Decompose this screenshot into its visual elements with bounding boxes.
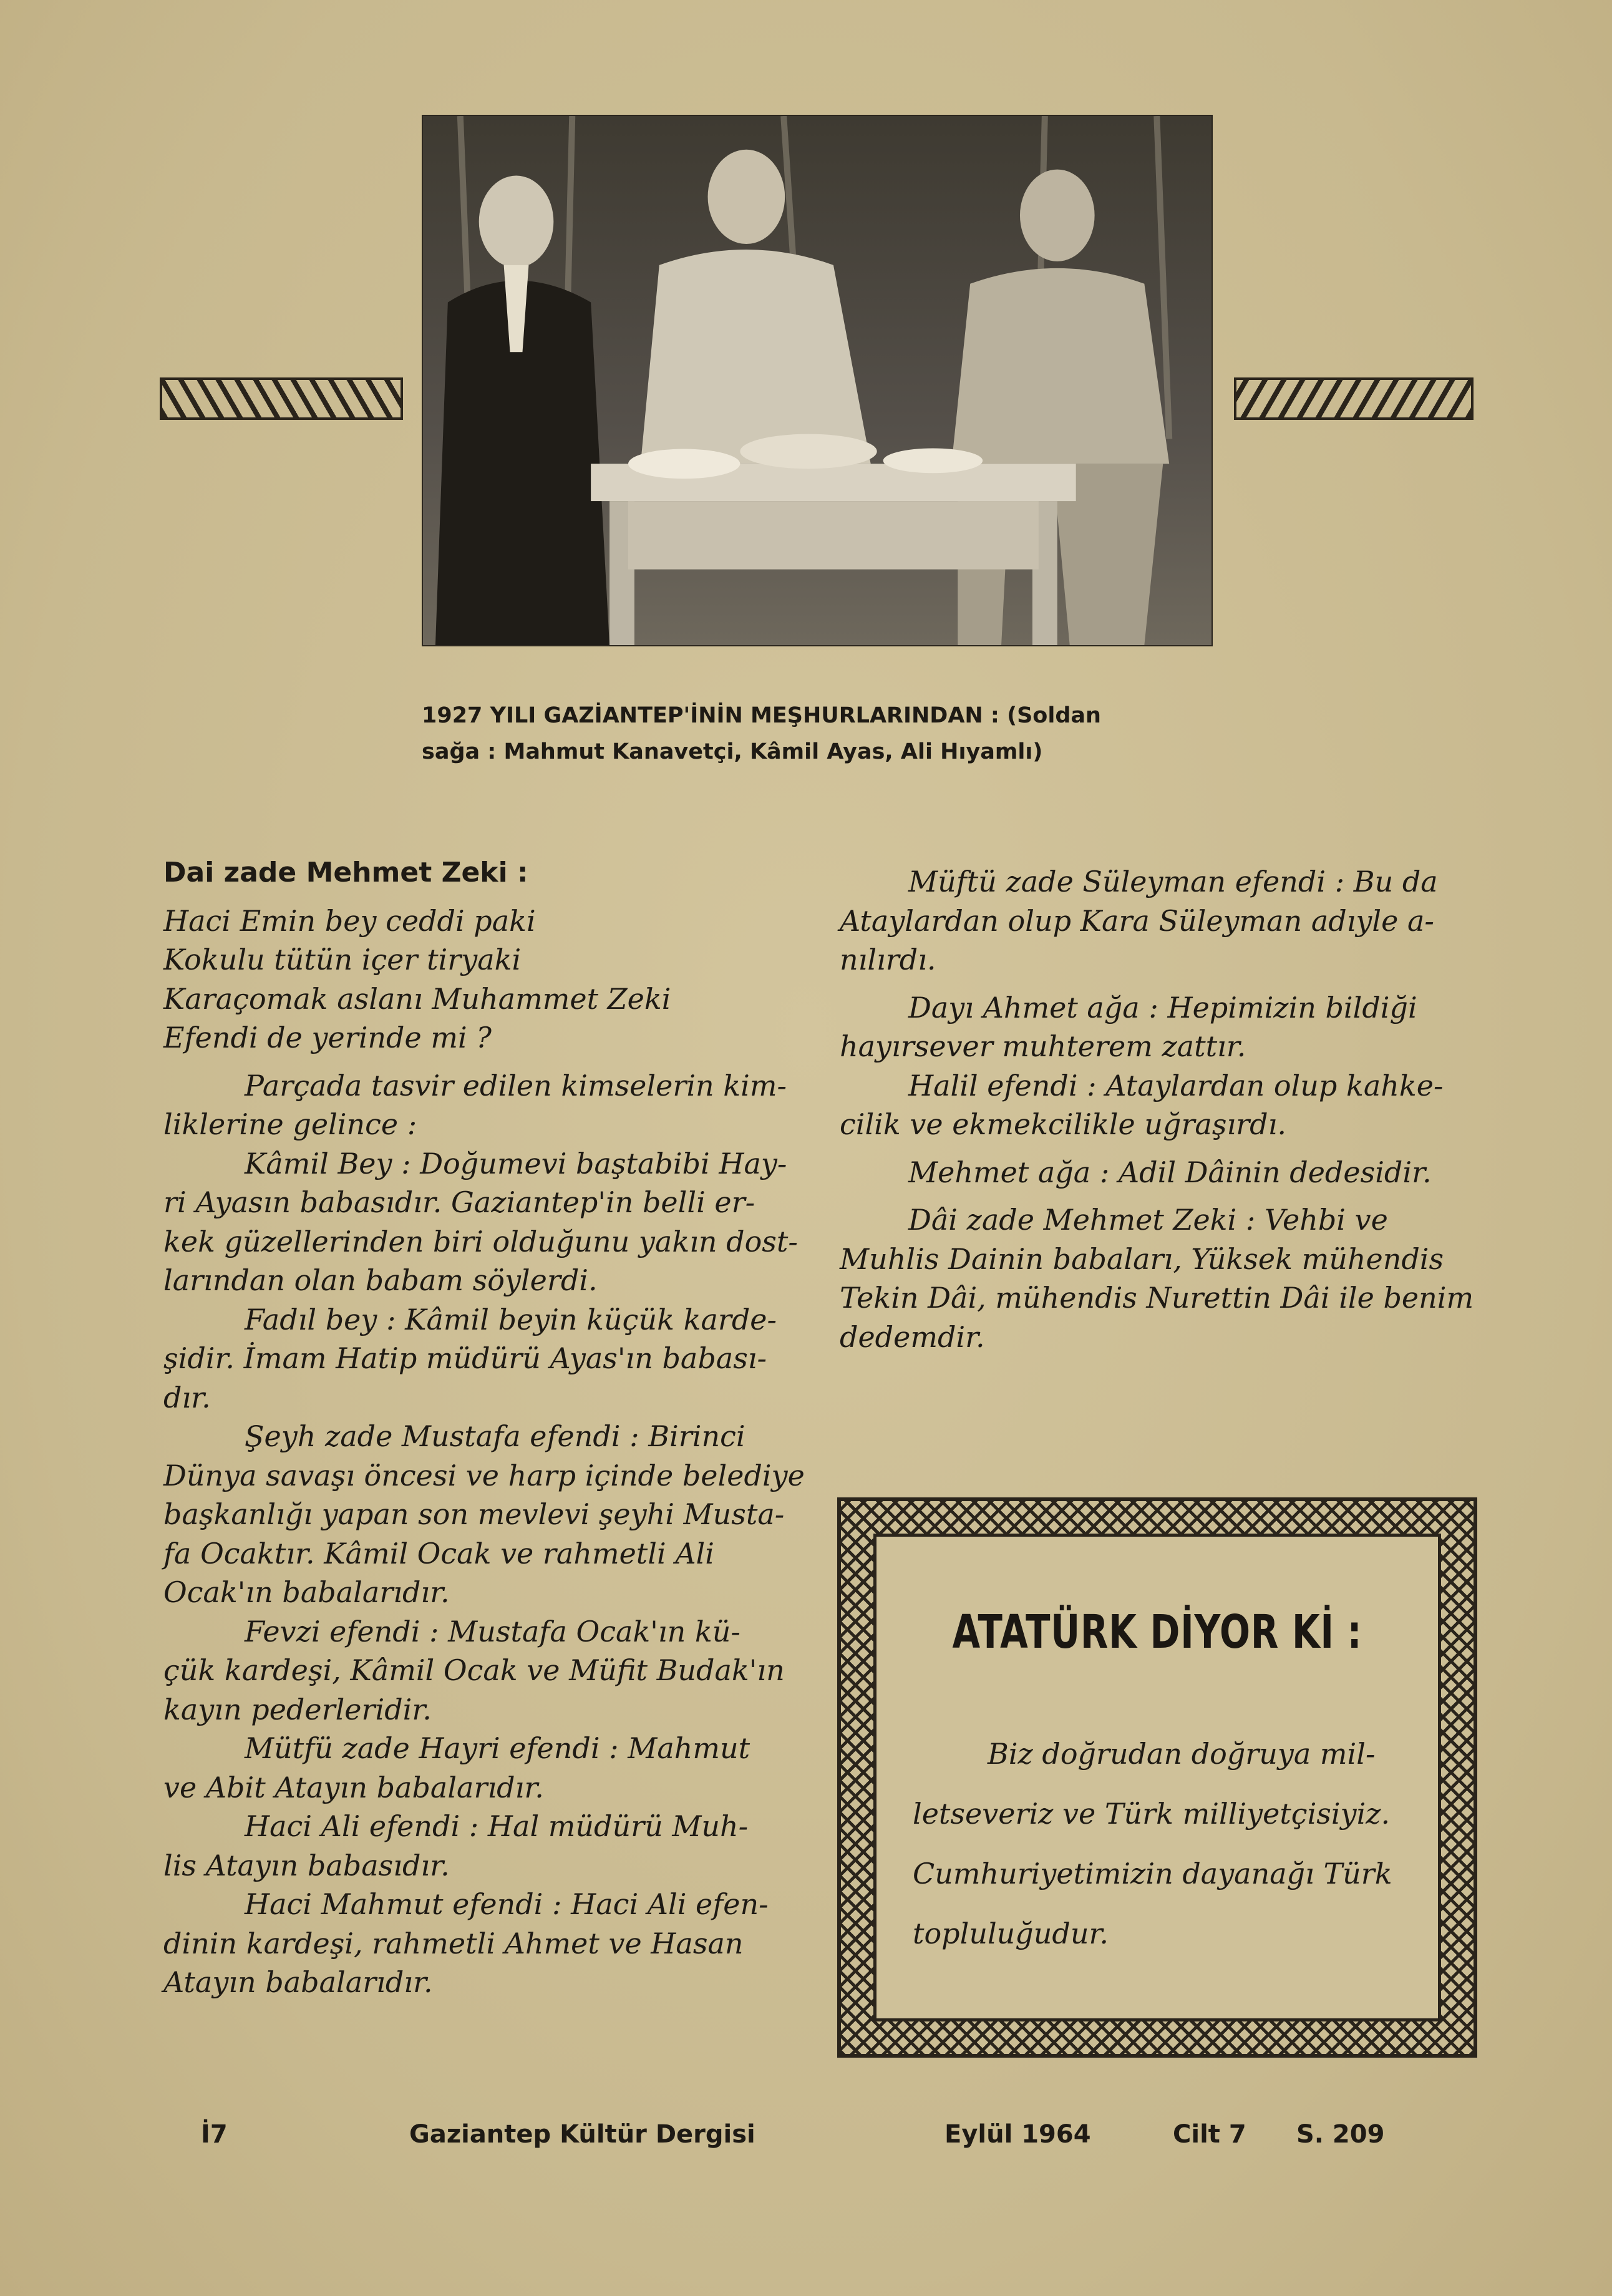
text-line: Dayı Ahmet ağa : Hepimizin bildiği bbox=[908, 990, 1417, 1024]
quote-box bbox=[837, 1497, 1477, 2058]
poem-line: Haci Emin bey ceddi paki bbox=[163, 903, 536, 938]
poem-line: Efendi de yerinde mi ? bbox=[163, 1021, 492, 1054]
poem-line: Karaçomak aslanı Muhammet Zeki bbox=[163, 981, 671, 1016]
text-line: Atayın babalarıdır. bbox=[163, 1965, 433, 1999]
footer-page-number: İ7 bbox=[201, 2120, 228, 2149]
footer-issue: S. 209 bbox=[1296, 2120, 1385, 2149]
text-line: ve Abit Atayın babalarıdır. bbox=[163, 1770, 544, 1804]
text-line: Halil efendi : Ataylardan olup kahke- bbox=[908, 1068, 1444, 1102]
text-line: dedemdir. bbox=[840, 1320, 985, 1354]
left-column bbox=[163, 854, 812, 2002]
quote-title: ATATÜRK DİYOR Kİ : bbox=[952, 1605, 1362, 1659]
text-line: dinin kardeşi, rahmetli Ahmet ve Hasan bbox=[163, 1926, 744, 1960]
text-line: Tekin Dâi, mühendis Nurettin Dâi ile benim bbox=[840, 1281, 1474, 1315]
quote-box-inner bbox=[873, 1534, 1441, 2021]
text-line: Müftü zade Süleyman efendi : Bu da bbox=[908, 865, 1438, 898]
text-line: nılırdı. bbox=[840, 943, 936, 976]
text-line: liklerine gelince : bbox=[163, 1107, 417, 1141]
text-line: Fevzi efendi : Mustafa Ocak'ın kü- bbox=[245, 1614, 740, 1648]
text-line: Dünya savaşı öncesi ve harp içinde belediye bbox=[163, 1458, 805, 1492]
text-line: Dâi zade Mehmet Zeki : Vehbi ve bbox=[908, 1203, 1388, 1237]
text-line: lis Atayın babasıdır. bbox=[163, 1848, 450, 1882]
decorative-hatch-left bbox=[160, 377, 403, 420]
text-line: Ocak'ın babalarıdır. bbox=[163, 1575, 450, 1609]
caption-line: sağa : Mahmut Kanavetçi, Kâmil Ayas, Ali Hıyamlı) bbox=[422, 739, 1043, 764]
text-line: Mütfü zade Hayri efendi : Mahmut bbox=[245, 1731, 750, 1765]
text-line: Haci Ali efendi : Hal müdürü Muh- bbox=[245, 1809, 749, 1843]
footer-magazine-name: Gaziantep Kültür Dergisi bbox=[409, 2120, 755, 2149]
text-line: larından olan babam söylerdi. bbox=[163, 1263, 598, 1297]
text-line: kayın pederleridir. bbox=[163, 1692, 432, 1726]
footer-date: Eylül 1964 bbox=[944, 2120, 1091, 2149]
text-line: ri Ayasın babasıdır. Gaziantep'in belli er- bbox=[163, 1185, 755, 1219]
text-line: hayırsever muhterem zattır. bbox=[840, 1029, 1246, 1063]
quote-line: Cumhuriyetimizin dayanağı Türk bbox=[913, 1857, 1392, 1890]
text-line: cilik ve ekmekcilikle uğraşırdı. bbox=[840, 1107, 1286, 1141]
text-line: çük kardeşi, Kâmil Ocak ve Müfit Budak'ın bbox=[163, 1653, 785, 1687]
historical-photograph bbox=[422, 115, 1213, 646]
text-line: Muhlis Dainin babaları, Yüksek mühendis bbox=[840, 1242, 1444, 1276]
text-line: kek güzellerinden biri olduğunu yakın dost- bbox=[163, 1224, 798, 1258]
quote-text bbox=[913, 1724, 1424, 1963]
quote-line: Biz doğrudan doğruya mil- bbox=[988, 1737, 1376, 1771]
caption-line: 1927 YILI GAZİANTEP'İNİN MEŞHURLARINDAN : (Soldan bbox=[422, 703, 1101, 728]
quote-line: letseveriz ve Türk milliyetçisiyiz. bbox=[913, 1797, 1391, 1831]
text-line: Haci Mahmut efendi : Haci Ali efen- bbox=[245, 1887, 769, 1921]
right-column bbox=[840, 862, 1482, 1356]
text-line: Mehmet ağa : Adil Dâinin dedesidir. bbox=[908, 1155, 1432, 1189]
text-line: Kâmil Bey : Doğumevi baştabibi Hay- bbox=[245, 1146, 787, 1180]
footer-volume: Cilt 7 bbox=[1173, 2120, 1246, 2149]
quote-line: topluluğudur. bbox=[913, 1917, 1109, 1950]
text-line: şidir. İmam Hatip müdürü Ayas'ın babası- bbox=[163, 1341, 767, 1375]
photo-caption bbox=[422, 698, 1226, 770]
text-line: fa Ocaktır. Kâmil Ocak ve rahmetli Ali bbox=[163, 1536, 714, 1570]
poem-line: Kokulu tütün içer tiryaki bbox=[163, 943, 522, 976]
decorative-hatch-right bbox=[1234, 377, 1474, 420]
text-line: dır. bbox=[163, 1380, 211, 1414]
text-line: Şeyh zade Mustafa efendi : Birinci bbox=[245, 1419, 745, 1453]
text-line: Fadıl bey : Kâmil beyin küçük karde- bbox=[245, 1302, 777, 1336]
text-line: başkanlığı yapan son mevlevi şeyhi Musta- bbox=[163, 1497, 785, 1531]
poem-heading: Dai zade Mehmet Zeki : bbox=[163, 857, 528, 888]
text-line: Parçada tasvir edilen kimselerin kim- bbox=[245, 1068, 787, 1102]
text-line: Ataylardan olup Kara Süleyman adıyle a- bbox=[840, 903, 1434, 938]
